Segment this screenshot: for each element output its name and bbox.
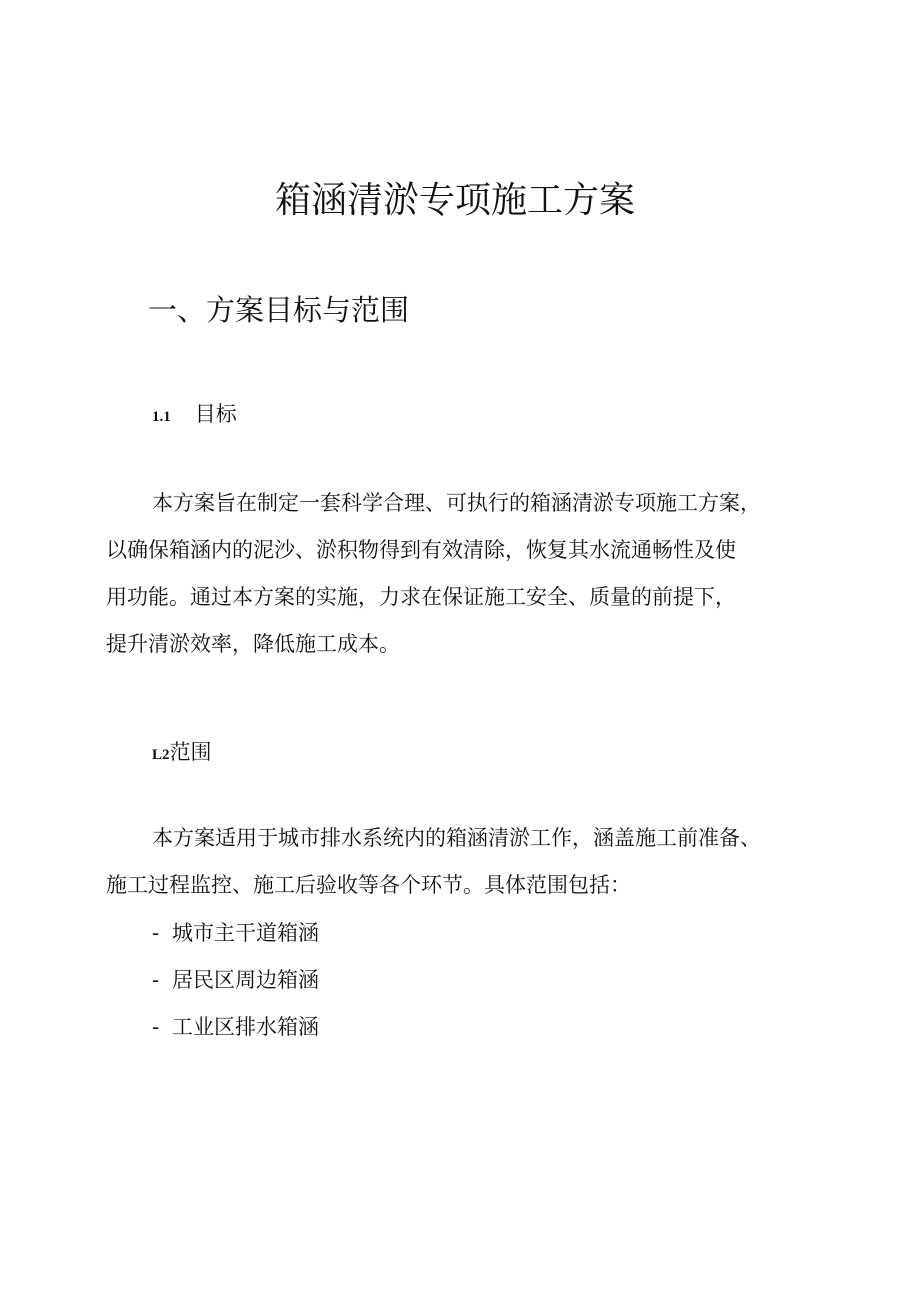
list-item-text: 城市主干道箱涵	[172, 921, 319, 945]
scope-paragraph	[106, 815, 822, 909]
list-item	[152, 910, 319, 957]
subsection-number: L2	[152, 747, 170, 763]
subsection-number: 1.1	[152, 409, 171, 425]
paragraph-line: 提升清淤效率，降低施工成本。	[106, 632, 400, 656]
subsection-heading-scope	[152, 736, 212, 766]
paragraph-line: 施工过程监控、施工后验收等各个环节。具体范围包括：	[106, 873, 631, 897]
subsection-label: 目标	[194, 402, 237, 426]
paragraph-line: 本方案适用于城市排水系统内的箱涵清淤工作，涵盖施工前准备、	[152, 826, 761, 850]
paragraph-line: 用功能。通过本方案的实施，力求在保证施工安全、质量的前提下，	[106, 585, 736, 609]
subsection-label: 范围	[169, 740, 212, 764]
scope-list	[152, 910, 319, 1051]
list-item-text: 工业区排水箱涵	[172, 1015, 319, 1039]
section-heading: 一、方案目标与范围	[148, 293, 410, 327]
list-item-text: 居民区周边箱涵	[172, 968, 319, 992]
list-dash: -	[152, 921, 160, 945]
document-title: 箱涵清淤专项施工方案	[274, 180, 635, 221]
goal-paragraph	[106, 480, 822, 668]
list-item	[152, 1004, 319, 1051]
list-dash: -	[152, 968, 160, 992]
list-dash: -	[152, 1015, 160, 1039]
paragraph-line: 以确保箱涵内的泥沙、淤积物得到有效清除，恢复其水流通畅性及使	[106, 538, 736, 562]
paragraph-line: 本方案旨在制定一套科学合理、可执行的箱涵清淤专项施工方案，	[152, 491, 761, 515]
list-item	[152, 957, 319, 1004]
subsection-heading-goal	[152, 398, 237, 428]
